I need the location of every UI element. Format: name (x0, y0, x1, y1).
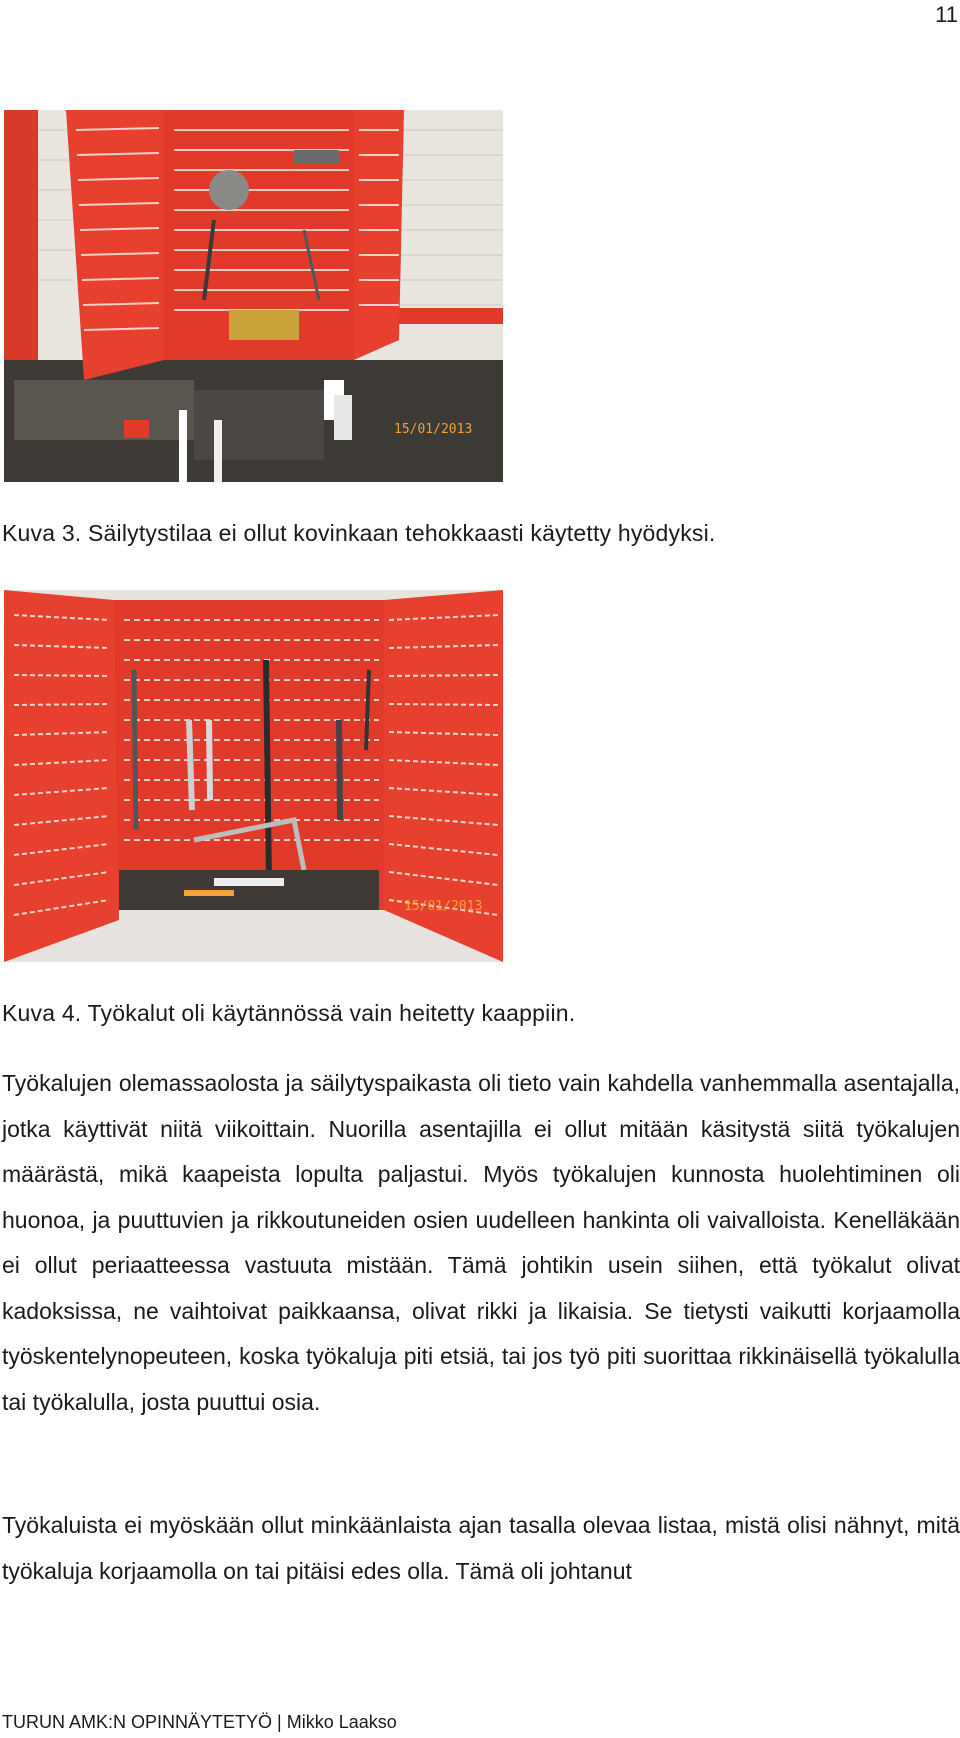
photo-date-stamp: 15/01/2013 (394, 422, 473, 437)
body-paragraph: Työkalujen olemassaolosta ja säilytyspaikasta oli tieto vain kahdella vanhemmalla asentajalla, jotka käyttivät niitä viikoittain. Nuorilla asentajilla ei ollut mitään käsitystä siitä työkalujen määrästä, mikä kaapeista lopulta paljastui. Myös työkalujen kunnosta huolehtiminen oli huonoa, ja puuttuvien ja rikkoutuneiden osien uudelleen hankinta oli vaivalloista. Kenelläkään ei ollut periaatteessa vastuuta mistään. Tämä johtikin usein siihen, että työkalut olivat kadoksissa, ne vaihtoivat paikkaansa, olivat rikki ja likaisia. Se tietysti vaikutti korjaamolla työskentelynopeuteen, koska työkaluja piti etsiä, tai jos työ piti suorittaa rikkinäisellä työkalulla tai työkalulla, josta puuttui osia. (2, 1070, 960, 1415)
footer-text: TURUN AMK:N OPINNÄYTETYÖ | Mikko Laakso (2, 1712, 397, 1732)
photo-date-stamp: 15/01/2013 (404, 899, 483, 914)
figure-photo-cabinet-tools (4, 590, 503, 962)
body-paragraph: Työkaluista ei myöskään ollut minkäänlaista ajan tasalla olevaa listaa, mistä olisi nähnyt, mitä työkaluja korjaamolla on tai pitäisi edes olla. Tämä oli johtanut (2, 1512, 960, 1584)
figure-photo-cabinet-cluttered (4, 110, 503, 482)
figure-caption: Kuva 3. Säilytystilaa ei ollut kovinkaan tehokkaasti käytetty hyödyksi. (2, 520, 716, 546)
figure-caption: Kuva 4. Työkalut oli käytännössä vain heitetty kaappiin. (2, 1000, 576, 1026)
page-number: 11 (935, 2, 958, 27)
